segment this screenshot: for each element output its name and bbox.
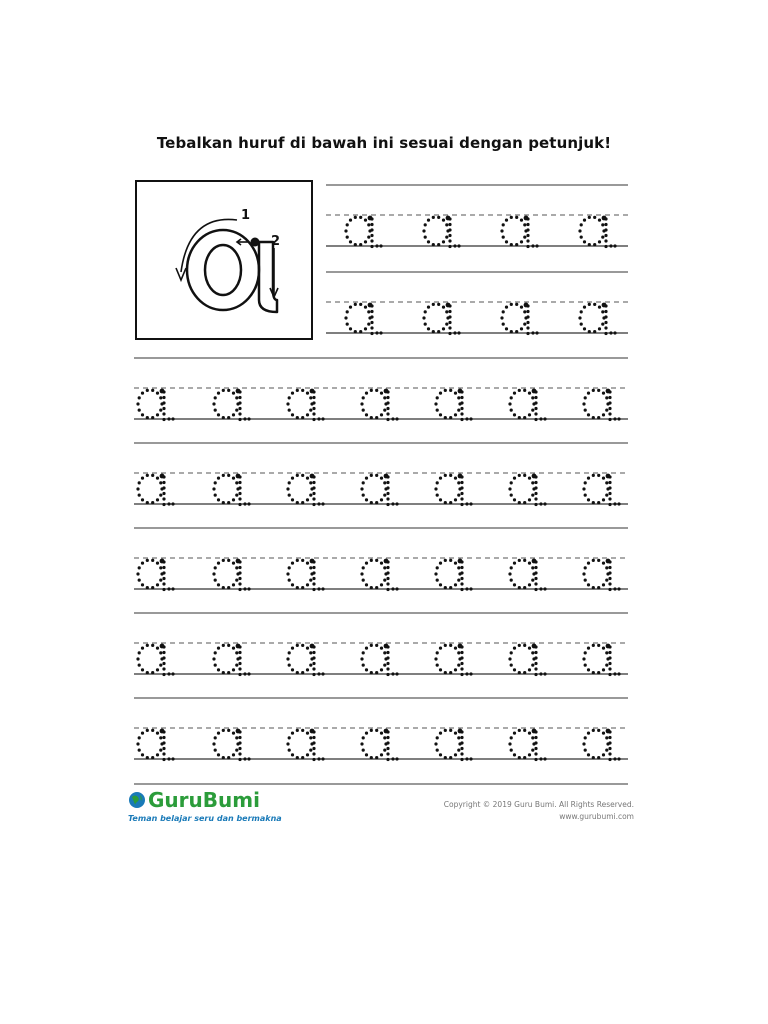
dotted-letter-a[interactable] <box>508 559 546 592</box>
dotted-letter-a[interactable] <box>360 559 398 592</box>
dotted-letter-a[interactable] <box>434 644 472 677</box>
stroke-1-label: 1 <box>241 208 251 223</box>
globe-icon <box>128 791 146 809</box>
dotted-letter-a[interactable] <box>212 644 250 677</box>
dotted-letter-a[interactable] <box>508 389 546 422</box>
dotted-letter-a[interactable] <box>286 644 324 677</box>
dotted-letter-a[interactable] <box>508 729 546 762</box>
dotted-letter-a[interactable] <box>422 216 460 248</box>
dotted-letter-a[interactable] <box>582 389 620 422</box>
stroke-2-label: 2 <box>271 234 281 249</box>
dotted-letter-a[interactable] <box>212 389 250 422</box>
brand-tagline: Teman belajar seru dan bermakna <box>128 814 282 823</box>
dotted-letter-a[interactable] <box>286 474 324 507</box>
dotted-letter-a[interactable] <box>212 474 250 507</box>
dotted-letter-a[interactable] <box>508 474 546 507</box>
dotted-letter-a[interactable] <box>500 303 538 336</box>
dotted-letter-a[interactable] <box>212 559 250 592</box>
dotted-letter-a[interactable] <box>578 303 616 336</box>
dotted-letter-a[interactable] <box>286 389 324 422</box>
dotted-letter-a[interactable] <box>136 644 174 677</box>
dotted-letter-a[interactable] <box>582 559 620 592</box>
copyright-text: Copyright © 2019 Guru Bumi. All Rights Reserved. <box>443 800 634 809</box>
dotted-letter-a[interactable] <box>212 729 250 762</box>
dotted-letter-a[interactable] <box>582 729 620 762</box>
copyright-block <box>444 799 634 823</box>
dotted-letter-a[interactable] <box>360 389 398 422</box>
dotted-letter-a[interactable] <box>360 644 398 677</box>
dotted-letter-a[interactable] <box>508 644 546 677</box>
dotted-letter-a[interactable] <box>360 729 398 762</box>
dotted-letter-a[interactable] <box>434 559 472 592</box>
website-link[interactable]: www.gurubumi.com <box>559 812 634 821</box>
dotted-letter-a[interactable] <box>360 474 398 507</box>
dotted-letter-a[interactable] <box>422 303 460 336</box>
dotted-letter-a[interactable] <box>136 729 174 762</box>
dotted-letter-a[interactable] <box>344 303 382 336</box>
dotted-letter-a[interactable] <box>286 559 324 592</box>
brand-name <box>148 788 260 812</box>
dotted-letter-a[interactable] <box>582 474 620 507</box>
dotted-letter-a[interactable] <box>434 474 472 507</box>
dotted-letter-a[interactable] <box>136 559 174 592</box>
page-title: Tebalkan huruf di bawah ini sesuai dengan petunjuk! <box>156 134 612 152</box>
brand-name-guru: Guru <box>148 788 203 812</box>
dotted-letter-a[interactable] <box>500 216 538 248</box>
dotted-letter-a[interactable] <box>286 729 324 762</box>
brand-name-bumi: Bumi <box>202 788 260 812</box>
dotted-letter-a[interactable] <box>578 216 616 248</box>
dotted-letter-a[interactable] <box>136 389 174 422</box>
dotted-letter-a[interactable] <box>344 216 382 248</box>
dotted-letter-a[interactable] <box>434 729 472 762</box>
dotted-letter-a[interactable] <box>136 474 174 507</box>
dotted-letter-a[interactable] <box>582 644 620 677</box>
dotted-letter-a[interactable] <box>434 389 472 422</box>
